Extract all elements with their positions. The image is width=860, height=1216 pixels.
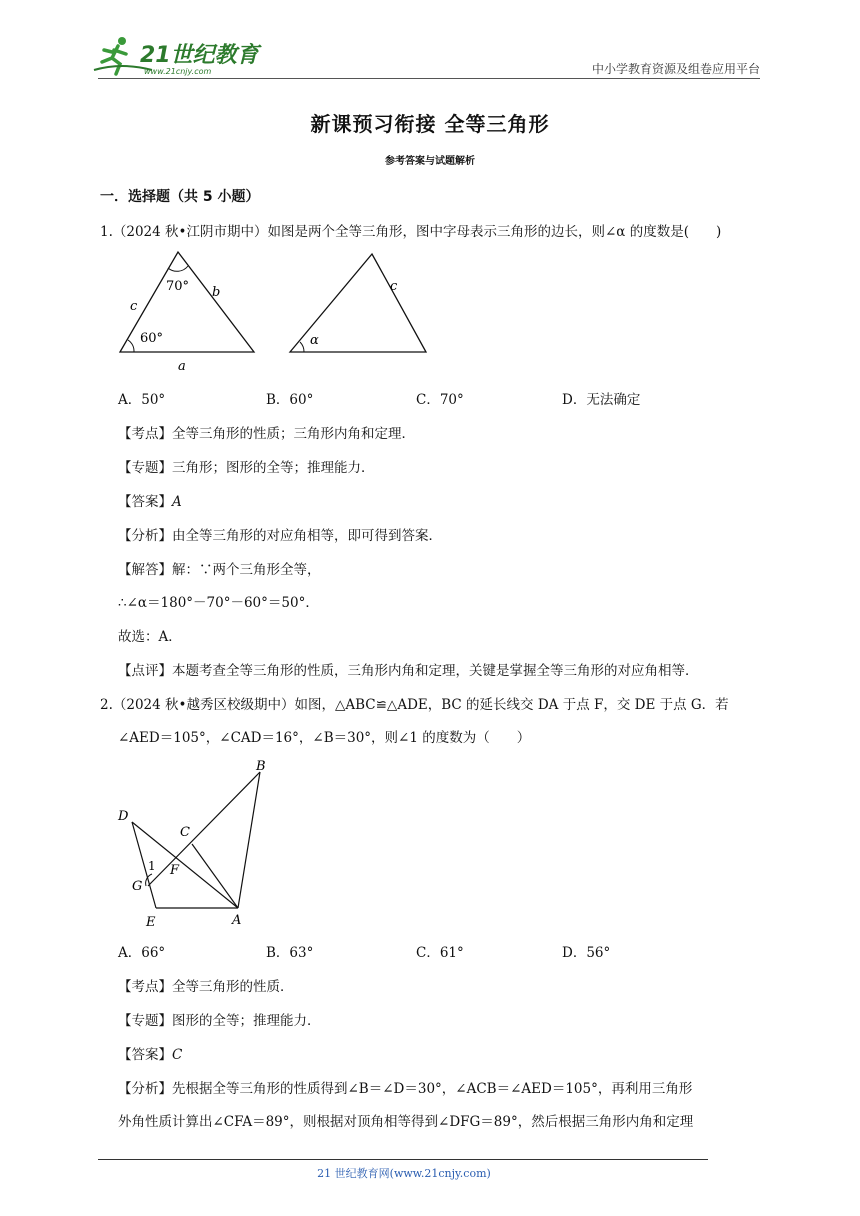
q1-option-c: C．70° [416,392,464,408]
q2-fenxi-cont: 外角性质计算出∠CFA＝89°，则根据对顶角相等得到∠DFG＝89°，然后根据三角形内角和定理 [118,1114,694,1130]
q1-angle-60: 60° [140,331,164,346]
q2-option-c: C．61° [416,945,464,961]
q1-daan: 【答案】A [118,494,182,510]
q2-label-a: A [232,913,242,928]
q2-zhuanti: 【专题】图形的全等；推理能力． [118,1013,321,1029]
logo-text: 21世纪教育 [140,43,259,68]
q1-label-c2: c [390,279,398,294]
q2-label-f: F [170,863,180,878]
q1-stem: 1.（2024 秋•江阴市期中）如图是两个全等三角形，图中字母表示三角形的边长，则∠α 的度数是( ) [100,224,722,240]
q2-label-b: B [256,759,266,774]
q2-label-e: E [146,915,156,930]
section-heading: 一．选择题（共 5 小题） [100,189,260,205]
q2-stem-line2: ∠AED＝105°，∠CAD＝16°，∠B＝30°，则∠1 的度数为（ ） [118,730,531,746]
q1-option-d: D．无法确定 [562,392,641,408]
q1-label-a: a [178,359,186,374]
q1-label-c: c [130,299,138,314]
q2-label-angle1: 1 [148,859,156,873]
header-divider [98,78,760,79]
q1-zhuanti: 【专题】三角形；图形的全等；推理能力． [118,460,375,476]
footer-link[interactable]: 21 世纪教育网(www.21cnjy.com) [317,1167,491,1180]
q1-jieda-step: ∴∠α＝180°－70°－60°＝50°． [118,595,319,611]
q1-guxuan: 故选：A． [118,629,182,645]
q1-figure [110,246,440,380]
q1-option-a: A．50° [118,392,166,408]
footer-divider [98,1159,708,1160]
q1-label-b: b [212,285,221,300]
q1-jieda: 【解答】解：∵两个三角形全等， [118,562,321,578]
q1-kaodian: 【考点】全等三角形的性质；三角形内角和定理． [118,426,415,442]
q1-angle-70: 70° [166,279,190,294]
header-platform-text: 中小学教育资源及组卷应用平台 [591,62,760,76]
q1-option-b: B．60° [266,392,314,408]
q2-fenxi: 【分析】先根据全等三角形的性质得到∠B＝∠D＝30°，∠ACB＝∠AED＝105°，再利用三角形 [118,1081,693,1097]
q2-option-b: B．63° [266,945,314,961]
q1-dianping: 【点评】本题考查全等三角形的性质，三角形内角和定理，关键是掌握全等三角形的对应角相等． [118,663,699,679]
page-subtitle: 参考答案与试题解析 [385,156,475,167]
q2-label-c: C [180,825,190,840]
q2-figure [110,752,280,936]
q2-label-g: G [132,879,143,894]
site-logo [92,34,262,78]
q2-kaodian: 【考点】全等三角形的性质． [118,979,294,995]
page-title: 新课预习衔接 全等三角形 [310,112,550,136]
q1-fenxi: 【分析】由全等三角形的对应角相等，即可得到答案． [118,528,442,544]
q2-option-d: D．56° [562,945,611,961]
logo-url: www.21cnjy.com [144,67,212,76]
q1-label-alpha: α [310,333,319,348]
q2-label-d: D [118,809,129,824]
q2-stem-line1: 2.（2024 秋•越秀区校级期中）如图，△ABC≌△ADE，BC 的延长线交 DA 于点 F，交 DE 于点 G．若 [100,697,729,713]
q2-daan: 【答案】C [118,1047,183,1063]
q2-option-a: A．66° [118,945,166,961]
